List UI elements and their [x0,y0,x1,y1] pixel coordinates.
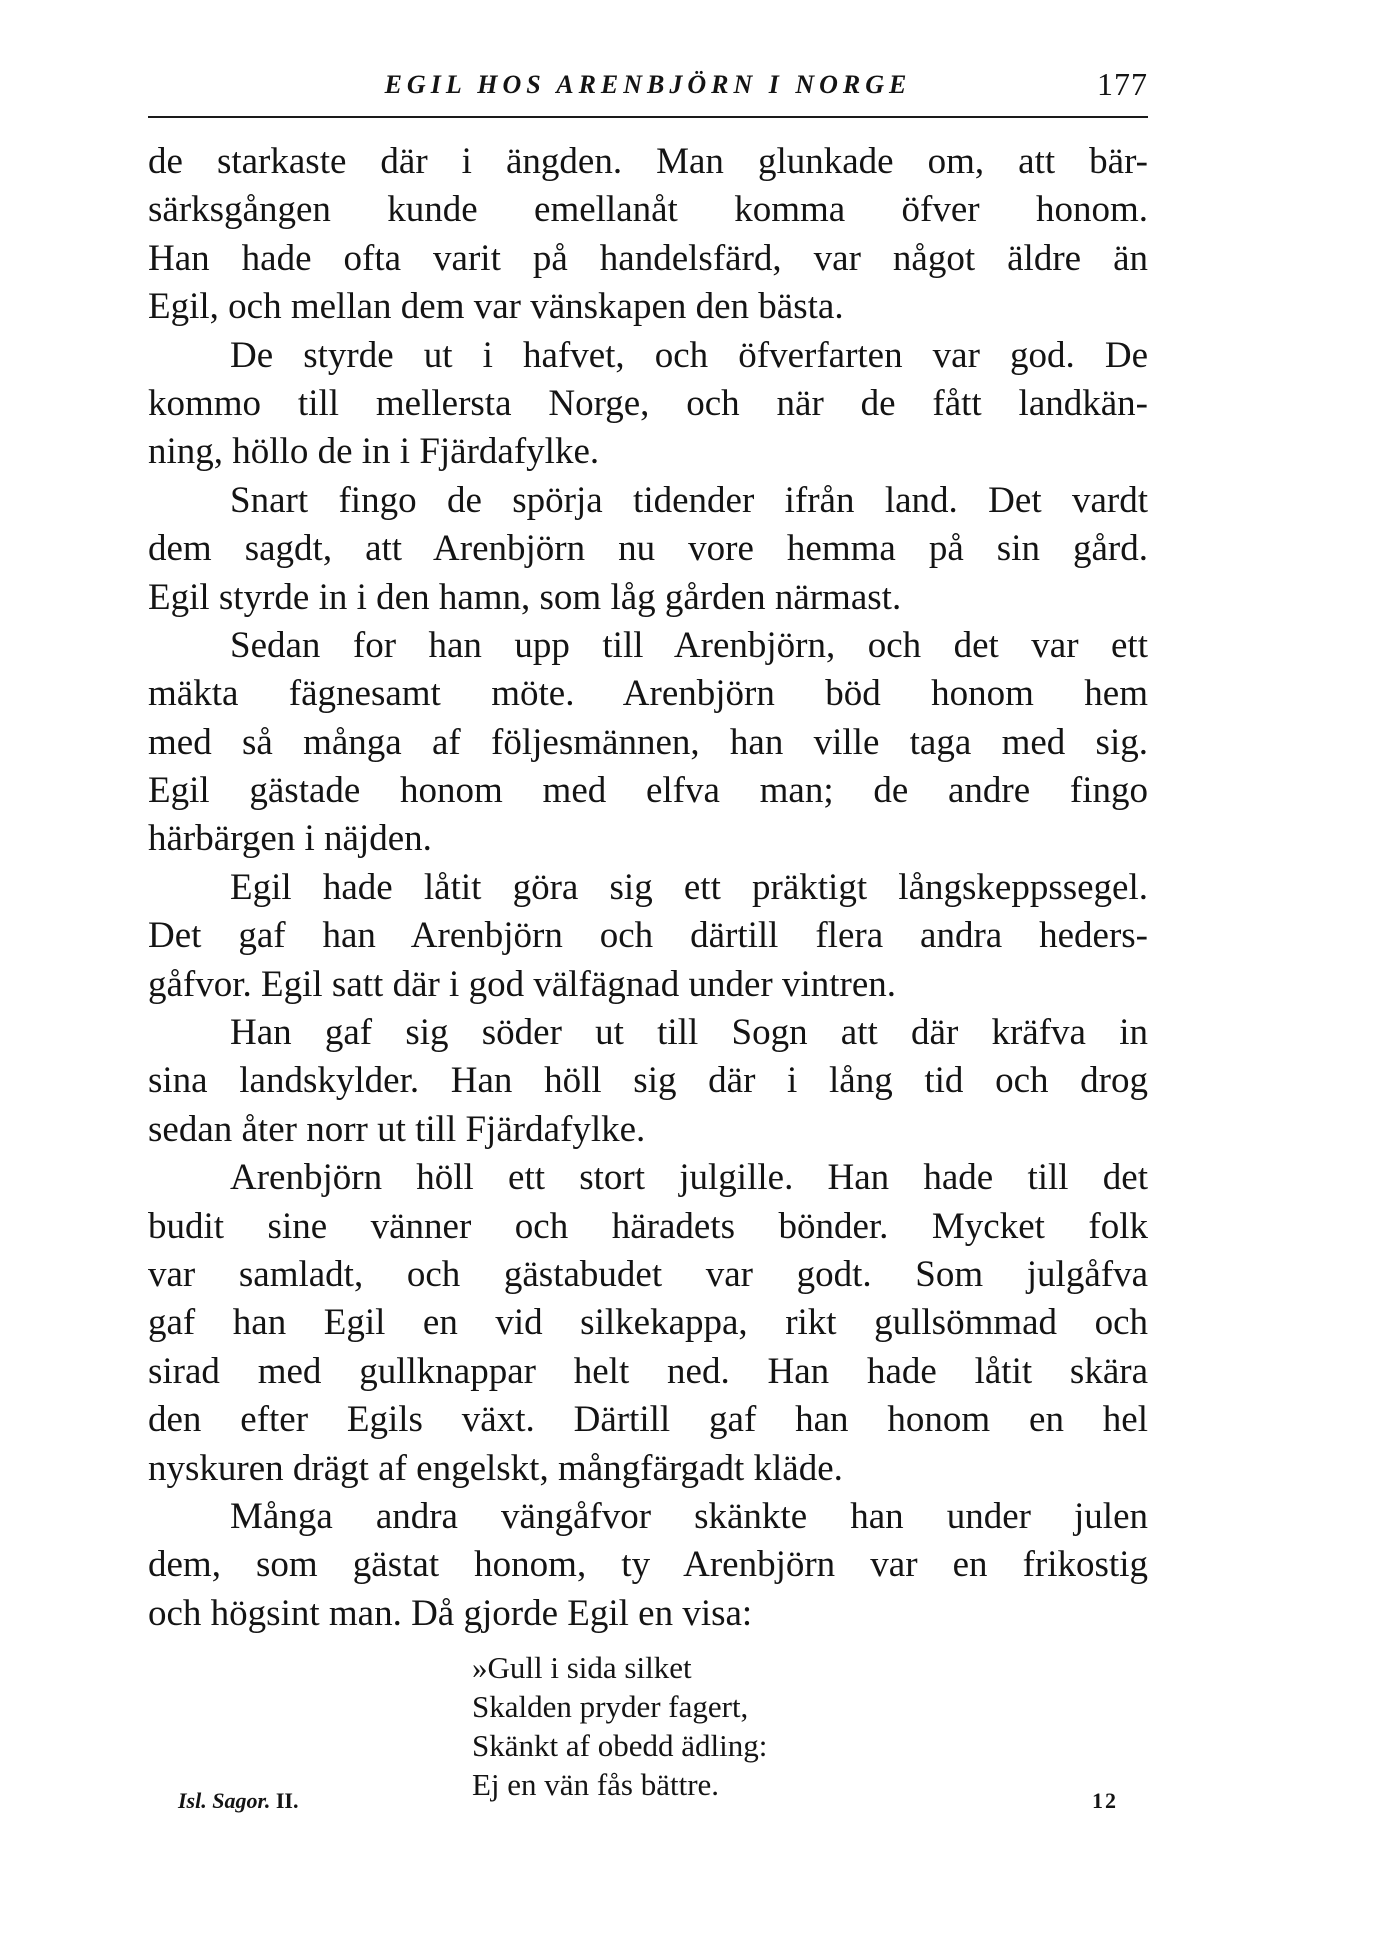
text-line: De styrde ut i hafvet, och öfverfarten var god. De [230,334,1148,376]
body-text [148,138,1148,1638]
header-rule [148,116,1148,118]
text-line: Han gaf sig söder ut till Sogn att där kräfva in [230,1012,1148,1054]
text-line: Egil, och mellan dem var vänskapen den bästa. [148,286,844,328]
text-line: budit sine vänner och häradets bönder. Mycket folk [148,1205,1148,1247]
text-line: och högsint man. Då gjorde Egil en visa: [148,1592,753,1634]
text-line: särksgången kunde emellanåt komma öfver honom. [148,189,1148,231]
text-line: kommo till mellersta Norge, och när de fått landkän- [148,382,1148,424]
verse-line: Ej en vän fås bättre. [472,1767,720,1802]
text-line: nyskuren drägt af engelskt, mångfärgadt kläde. [148,1447,843,1489]
text-line: de starkaste där i ängden. Man glunkade om, att bär- [148,141,1148,182]
text-line: Det gaf han Arenbjörn och därtill flera andra heders- [148,915,1148,957]
text-line: Många andra vängåfvor skänkte han under julen [230,1495,1148,1537]
verse-line: Skalden pryder fagert, [472,1689,749,1724]
text-line: sirad med gullknappar helt ned. Han hade låtit skära [148,1350,1148,1392]
sheet-number: 12 [1092,1788,1118,1813]
text-line: gåfvor. Egil satt där i god välfägnad under vintren. [148,963,897,1005]
text-line: dem sagdt, att Arenbjörn nu vore hemma på sin gård. [148,528,1148,570]
text-line: Arenbjörn höll ett stort julgille. Han hade till det [230,1157,1148,1199]
text-line: dem, som gästat honom, ty Arenbjörn var en frikostig [148,1544,1148,1586]
running-head [148,62,1148,112]
text-line: Snart fingo de spörja tidender ifrån land. Det vardt [230,479,1148,521]
text-line: mäkta fägnesamt möte. Arenbjörn böd honom hem [148,673,1148,715]
text-line: sedan åter norr ut till Fjärdafylke. [148,1108,646,1150]
signature-volume: II. [275,1788,299,1813]
text-line: den efter Egils växt. Därtill gaf han honom en hel [148,1399,1148,1441]
running-title: EGIL HOS ARENBJÖRN I NORGE [384,70,912,99]
page-footer [178,1788,1118,1828]
signature-mark [178,1788,298,1814]
page-number: 177 [1097,66,1148,102]
text-line: Egil gästade honom med elfva man; de andre fingo [148,770,1148,812]
text-line: sina landskylder. Han höll sig där i lång tid och drog [148,1060,1148,1102]
text-line: Egil hade låtit göra sig ett präktigt långskeppssegel. [230,866,1148,908]
text-line: härbärgen i näjden. [148,818,432,860]
text-line: Sedan for han upp till Arenbjörn, och det var ett [230,624,1148,666]
signature-title: Isl. Sagor. [178,1788,271,1813]
text-line: Han hade ofta varit på handelsfärd, var något äldre än [148,237,1148,279]
text-line: gaf han Egil en vid silkekappa, rikt gullsömmad och [148,1302,1148,1344]
text-line: var samladt, och gästabudet var godt. Som julgåfva [148,1253,1148,1295]
text-line: ning, höllo de in i Fjärdafylke. [148,431,600,473]
text-line: Egil styrde in i den hamn, som låg gården närmast. [148,576,902,618]
verse-line: »Gull i sida silket [472,1650,692,1685]
text-line: med så många af följesmännen, han ville taga med sig. [148,721,1148,763]
verse-stanza [472,1648,767,1804]
verse-line: Skänkt af obedd ädling: [472,1728,768,1763]
